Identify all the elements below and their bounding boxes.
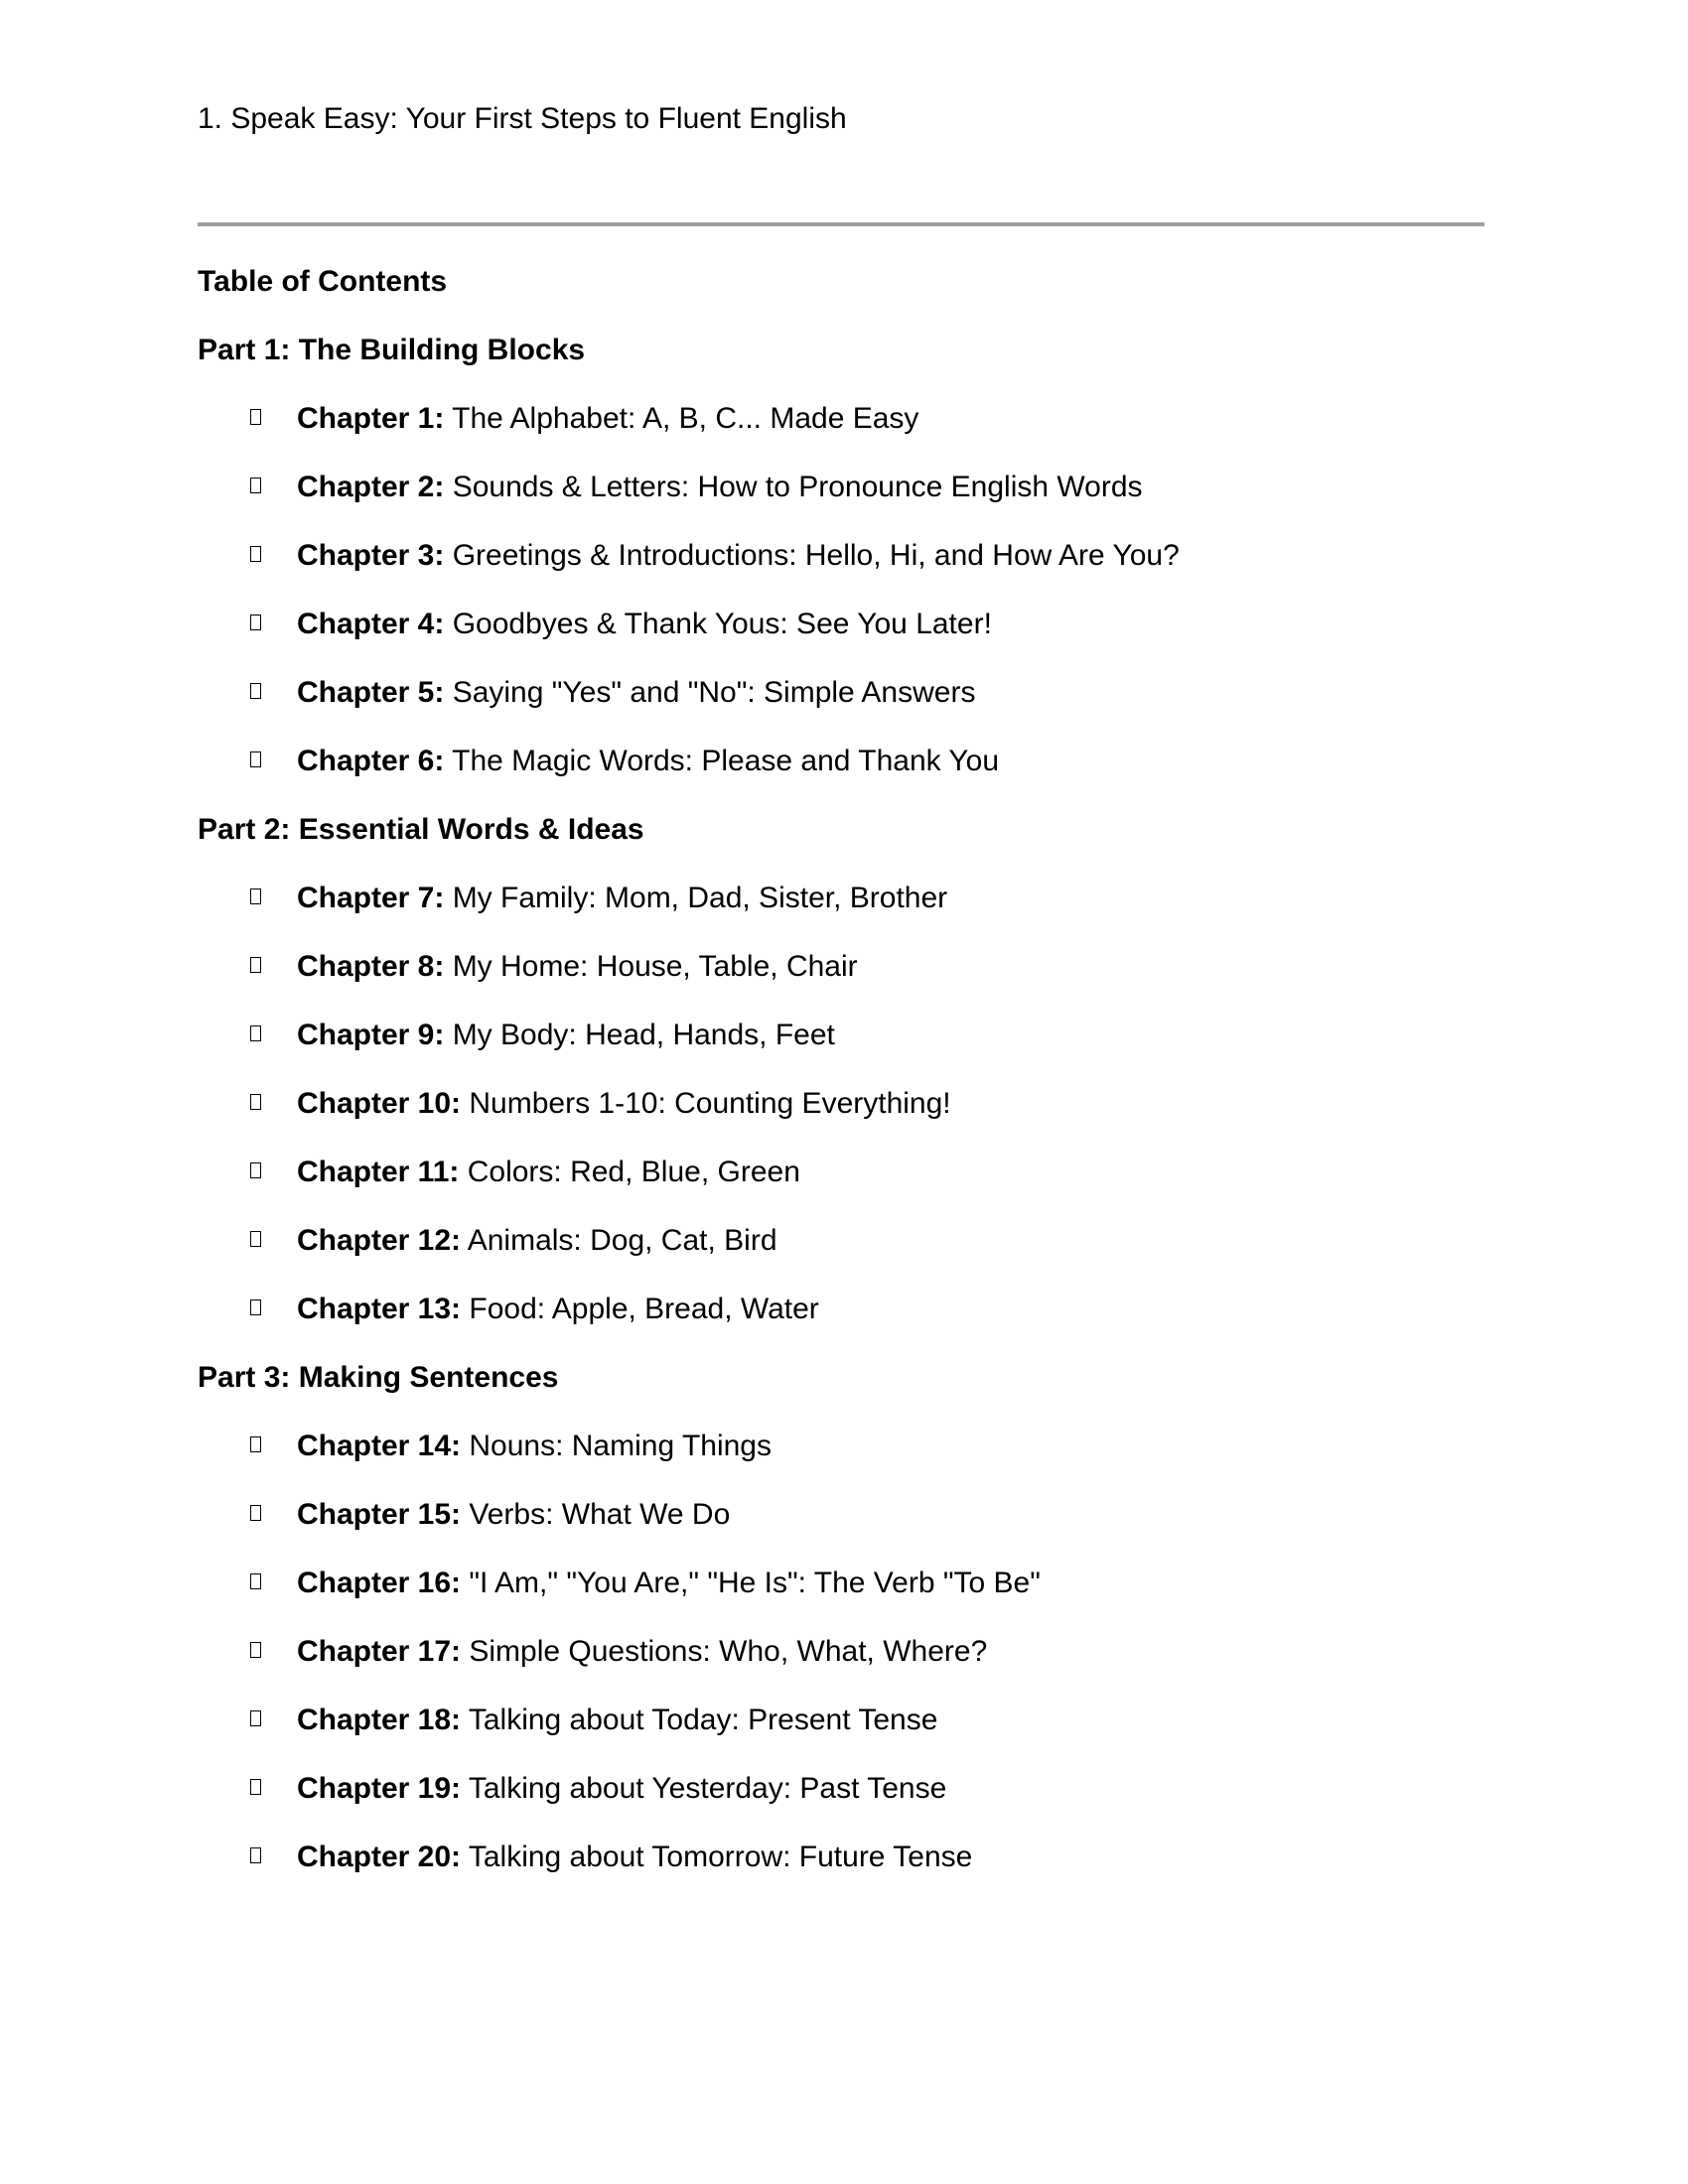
- part-heading: Part 1: The Building Blocks: [198, 334, 586, 366]
- chapter-label: Chapter 3:: [297, 539, 445, 572]
- table-of-contents: [198, 262, 1484, 1906]
- bullet-box-icon: [250, 1779, 261, 1795]
- chapter-label: Chapter 15:: [297, 1498, 462, 1531]
- chapter-title: Talking about Today: Present Tense: [461, 1704, 938, 1736]
- chapter-text: [297, 1701, 937, 1740]
- chapter-text: [297, 605, 992, 644]
- bullet-box-icon: [250, 683, 261, 699]
- chapter-item: [198, 1495, 1484, 1564]
- chapter-title: Talking about Tomorrow: Future Tense: [461, 1841, 973, 1873]
- chapter-item: [198, 536, 1484, 605]
- chapter-label: Chapter 10:: [297, 1087, 462, 1120]
- chapter-title: Sounds & Letters: How to Pronounce English Words: [444, 471, 1143, 503]
- chapter-text: [297, 673, 975, 713]
- bullet-box-icon: [250, 546, 261, 562]
- chapter-text: [297, 399, 918, 439]
- bullet-box-icon: [250, 1573, 261, 1589]
- chapter-text: [297, 879, 947, 918]
- chapter-label: Chapter 19:: [297, 1772, 462, 1805]
- chapter-label: Chapter 13:: [297, 1293, 462, 1325]
- bullet-box-icon: [250, 1710, 261, 1726]
- chapter-label: Chapter 14:: [297, 1430, 462, 1462]
- chapter-label: Chapter 7:: [297, 882, 445, 914]
- chapter-label: Chapter 4:: [297, 608, 445, 640]
- chapter-item: [198, 399, 1484, 468]
- chapter-item: [198, 1564, 1484, 1632]
- chapter-item: [198, 1153, 1484, 1221]
- chapter-text: [297, 1564, 1041, 1603]
- toc-heading: Table of Contents: [198, 265, 448, 298]
- chapter-item: [198, 879, 1484, 947]
- chapter-title: Saying "Yes" and "No": Simple Answers: [444, 676, 976, 709]
- chapter-title: "I Am," "You Are," "He Is": The Verb "To Be": [461, 1567, 1041, 1599]
- bullet-box-icon: [250, 1505, 261, 1521]
- chapter-label: Chapter 12:: [297, 1224, 462, 1257]
- chapter-title: The Alphabet: A, B, C... Made Easy: [444, 402, 919, 435]
- chapter-title: Animals: Dog, Cat, Bird: [461, 1224, 777, 1257]
- bullet-box-icon: [250, 1642, 261, 1658]
- chapter-label: Chapter 11:: [297, 1156, 460, 1188]
- chapter-label: Chapter 16:: [297, 1567, 462, 1599]
- chapter-item: [198, 1632, 1484, 1701]
- chapter-label: Chapter 2:: [297, 471, 445, 503]
- chapter-item: [198, 1290, 1484, 1358]
- chapter-text: [297, 1632, 987, 1672]
- chapter-title: Nouns: Naming Things: [461, 1430, 772, 1462]
- chapter-item: [198, 742, 1484, 810]
- chapter-item: [198, 673, 1484, 742]
- chapter-title: Goodbyes & Thank Yous: See You Later!: [444, 608, 992, 640]
- chapter-text: [297, 947, 858, 987]
- bullet-box-icon: [250, 478, 261, 493]
- chapter-text: [297, 1221, 777, 1261]
- chapter-item: [198, 1838, 1484, 1906]
- chapter-label: Chapter 6:: [297, 745, 445, 777]
- document-title: 1. Speak Easy: Your First Steps to Fluent English: [198, 102, 847, 135]
- chapter-title: Food: Apple, Bread, Water: [461, 1293, 819, 1325]
- chapter-item: [198, 468, 1484, 536]
- chapter-title: My Family: Mom, Dad, Sister, Brother: [444, 882, 948, 914]
- chapter-title: My Body: Head, Hands, Feet: [444, 1019, 835, 1051]
- chapter-text: [297, 1016, 835, 1055]
- chapter-text: [297, 1769, 946, 1809]
- chapter-item: [198, 1701, 1484, 1769]
- chapter-item: [198, 605, 1484, 673]
- chapter-text: [297, 468, 1143, 507]
- chapter-label: Chapter 9:: [297, 1019, 445, 1051]
- bullet-box-icon: [250, 751, 261, 767]
- chapter-text: [297, 1838, 972, 1877]
- chapter-title: Simple Questions: Who, What, Where?: [461, 1635, 988, 1668]
- chapter-text: [297, 1153, 800, 1192]
- bullet-box-icon: [250, 1847, 261, 1863]
- bullet-box-icon: [250, 1094, 261, 1110]
- bullet-box-icon: [250, 409, 261, 425]
- part-heading: Part 2: Essential Words & Ideas: [198, 813, 644, 846]
- chapter-item: [198, 1427, 1484, 1495]
- bullet-box-icon: [250, 614, 261, 630]
- chapter-text: [297, 536, 1180, 576]
- chapter-title: Greetings & Introductions: Hello, Hi, and How Are You?: [444, 539, 1180, 572]
- chapter-text: [297, 1084, 951, 1124]
- bullet-box-icon: [250, 888, 261, 904]
- chapter-label: Chapter 5:: [297, 676, 445, 709]
- chapter-text: [297, 1427, 772, 1466]
- bullet-box-icon: [250, 1162, 261, 1178]
- chapter-label: Chapter 18:: [297, 1704, 462, 1736]
- bullet-box-icon: [250, 1299, 261, 1315]
- chapter-title: Verbs: What We Do: [461, 1498, 731, 1531]
- chapter-item: [198, 1221, 1484, 1290]
- chapter-title: My Home: House, Table, Chair: [444, 950, 858, 983]
- chapter-label: Chapter 1:: [297, 402, 445, 435]
- bullet-box-icon: [250, 1436, 261, 1452]
- chapter-title: Numbers 1-10: Counting Everything!: [461, 1087, 951, 1120]
- chapter-item: [198, 1016, 1484, 1084]
- chapter-title: Talking about Yesterday: Past Tense: [461, 1772, 947, 1805]
- chapter-label: Chapter 8:: [297, 950, 445, 983]
- chapter-item: [198, 947, 1484, 1016]
- chapter-text: [297, 742, 999, 781]
- chapter-title: The Magic Words: Please and Thank You: [444, 745, 1000, 777]
- bullet-box-icon: [250, 1025, 261, 1041]
- chapter-item: [198, 1769, 1484, 1838]
- bullet-box-icon: [250, 957, 261, 973]
- chapter-title: Colors: Red, Blue, Green: [459, 1156, 800, 1188]
- horizontal-rule: [198, 222, 1484, 226]
- chapter-item: [198, 1084, 1484, 1153]
- chapter-text: [297, 1495, 730, 1535]
- chapter-label: Chapter 20:: [297, 1841, 462, 1873]
- chapter-text: [297, 1290, 819, 1329]
- bullet-box-icon: [250, 1231, 261, 1247]
- chapter-label: Chapter 17:: [297, 1635, 462, 1668]
- part-heading: Part 3: Making Sentences: [198, 1361, 559, 1394]
